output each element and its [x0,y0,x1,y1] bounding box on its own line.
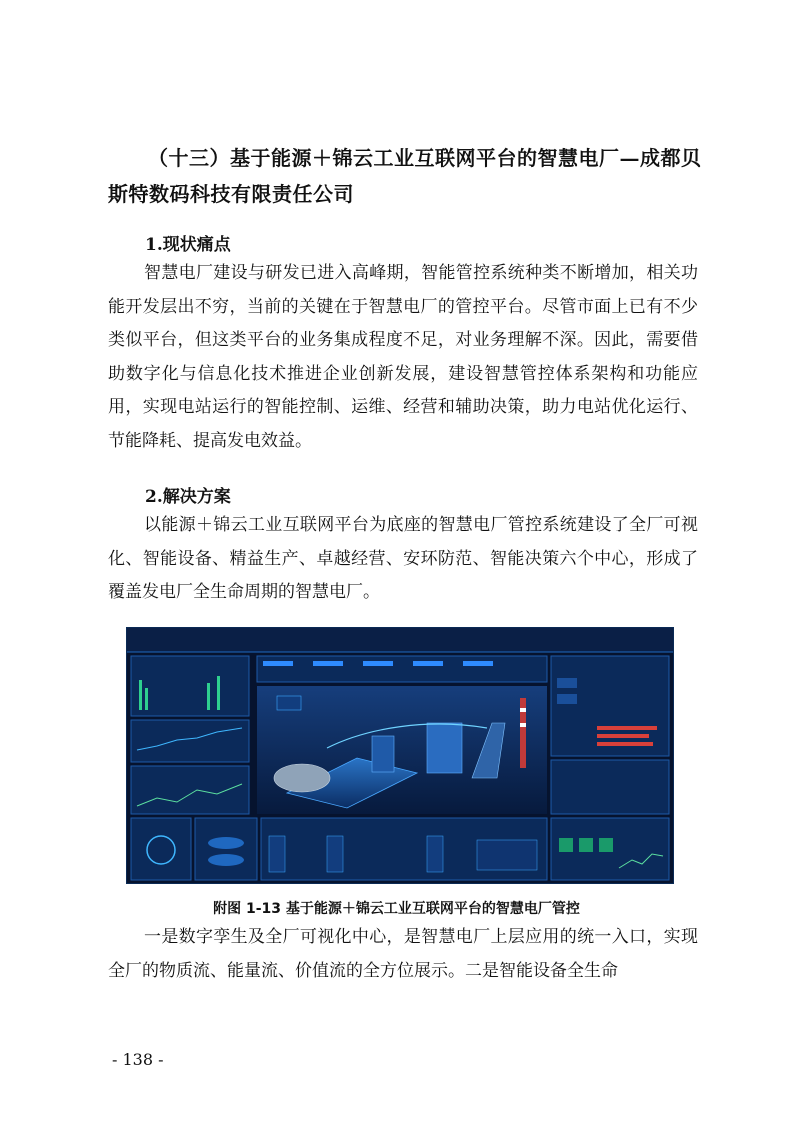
section-heading-2: 2.解决方案 [145,487,231,507]
document-title: （十三）基于能源＋锦云工业互联网平台的智慧电厂—成都贝斯特数码科技有限责任公司 [108,146,702,206]
paragraph-3: 一是数字孪生及全厂可视化中心，是智慧电厂上层应用的统一入口，实现全厂的物质流、能量流、价值流的全方位展示。二是智能设备全生命 [108,927,698,981]
page-number: - 138 - [112,1050,164,1069]
section-text-1: 智慧电厂建设与研发已进入高峰期，智能管控系统种类不断增加，相关功能开发层出不穷，当前的关键在于智慧电厂的管控平台。尽管市面上已有不少类似平台，但这类平台的业务集成程度不足，对业务理解不深。因此，需要借助数字化与信息化技术推进企业创新发展，建设智慧管控体系架构和功能应用，实现电站运行的智能控制、运维、经营和辅助决策，助力电站优化运行、节能降耗、提高发电效益。 [108,263,698,451]
dashboard-graphic [127,628,673,883]
dashboard-figure [126,627,674,884]
figure-caption: 附图 1-13 基于能源＋锦云工业互联网平台的智慧电厂管控 [213,901,580,917]
section-text-2: 以能源＋锦云工业互联网平台为底座的智慧电厂管控系统建设了全厂可视化、智能设备、精益生产、卓越经营、安环防范、智能决策六个中心，形成了覆盖发电厂全生命周期的智慧电厂。 [108,515,698,602]
section-heading-1: 1.现状痛点 [145,235,231,255]
